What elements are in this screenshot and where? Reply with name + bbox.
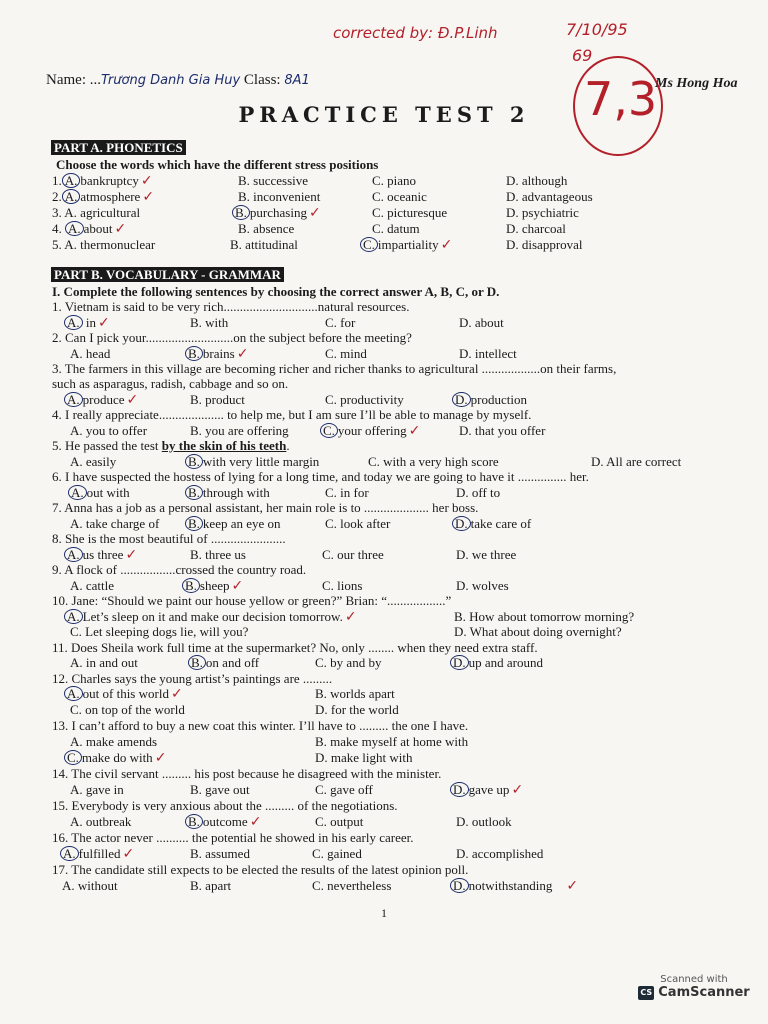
answer-circle: B. (182, 578, 200, 593)
q15-a: A. outbreak (70, 814, 132, 829)
answer-circle: B. (232, 205, 250, 220)
phon-row-5-a: 5. A. thermonuclear (52, 237, 156, 252)
q4-b: B. you are offering (190, 423, 289, 438)
q9-a: A. cattle (70, 578, 115, 593)
tick-icon: ✓ (231, 578, 244, 594)
tick-icon: ✓ (98, 315, 110, 331)
tick-icon: ✓ (114, 221, 127, 237)
q7-a: A. take charge of (70, 516, 160, 531)
q3-d: D. production (452, 392, 527, 408)
q6-b: B. through with (185, 485, 270, 501)
q11-text: 11. Does Sheila work full time at the supermarket? No, only ........ when they need extra staff. (52, 640, 538, 655)
answer-circle: D. (452, 392, 471, 407)
q6-c: C. in for (325, 485, 369, 500)
q3-b: B. product (190, 392, 245, 407)
tick-icon: ✓ (236, 346, 249, 362)
phon-row-3-b: B. purchasing ✓ (232, 205, 321, 221)
q1-c: C. for (325, 315, 356, 330)
phon-row-3-d: D. psychiatric (506, 205, 579, 220)
tick-icon: ✓ (140, 173, 153, 189)
phon-row-3-a: 3. A. agricultural (52, 205, 141, 220)
q12-d: D. for the world (315, 702, 399, 717)
phon-row-4-d: D. charcoal (506, 221, 566, 236)
answer-circle: C. (360, 237, 378, 252)
corrected-by-note: corrected by: Đ.P.Linh (333, 24, 498, 42)
tick-icon: ✓ (142, 189, 155, 205)
q15-d: D. outlook (456, 814, 512, 829)
q13-c: C. make do with ✓ (64, 750, 166, 766)
q8-a: A. us three ✓ (64, 547, 137, 563)
q14-d: D. gave up ✓ (450, 782, 523, 798)
q11-c: C. by and by (315, 655, 382, 670)
answer-circle: A. (68, 485, 87, 500)
teacher-name: Ms Hong Hoa (655, 76, 738, 91)
tick-icon: ✓ (249, 814, 262, 830)
q12-a: A. out of this world ✓ (64, 686, 183, 702)
q3-text-cont: such as asparagus, radish, cabbage and so on. (52, 376, 289, 391)
q16-c: C. gained (312, 846, 362, 861)
phon-row-2-b: B. inconvenient (238, 189, 321, 204)
q10-c: C. Let sleeping dogs lie, will you? (70, 624, 249, 639)
q12-b: B. worlds apart (315, 686, 395, 701)
q17-a: A. without (62, 878, 118, 893)
q11-b: B. on and off (188, 655, 259, 671)
q2-b: B. brains ✓ (185, 346, 248, 362)
tick-icon: ✓ (511, 782, 524, 798)
q5-a: A. easily (70, 454, 117, 469)
answer-circle: B. (188, 655, 206, 670)
tick-icon: ✓ (566, 878, 579, 894)
q2-a: A. head (70, 346, 111, 361)
q5-b: B. with very little margin (185, 454, 319, 470)
tick-icon: ✓ (344, 609, 357, 625)
answer-circle: B. (185, 485, 203, 500)
answer-circle: B. (185, 346, 203, 361)
q15-c: C. output (315, 814, 364, 829)
phon-row-2-d: D. advantageous (506, 189, 593, 204)
q5-d: D. All are correct (591, 454, 682, 469)
answer-circle: A. (64, 315, 83, 330)
q8-text: 8. She is the most beautiful of ....................... (52, 531, 286, 546)
q7-d: D. take care of (452, 516, 531, 532)
q7-text: 7. Anna has a job as a personal assistant, her main role is to .................... her boss. (52, 500, 479, 515)
page-title: PRACTICE TEST 2 (238, 102, 530, 127)
answer-circle: A. (64, 686, 83, 701)
q12-c: C. on top of the world (70, 702, 185, 717)
q7-c: C. look after (325, 516, 391, 531)
phon-row-4-b: B. absence (238, 221, 295, 236)
q2-d: D. intellect (459, 346, 517, 361)
q14-b: B. gave out (190, 782, 250, 797)
tick-icon: ✓ (170, 686, 183, 702)
q16-text: 16. The actor never .......... the potential he showed in his early career. (52, 830, 414, 845)
q4-a: A. you to offer (70, 423, 148, 438)
answer-circle: D. (450, 655, 469, 670)
q11-d: D. up and around (450, 655, 543, 671)
q13-a: A. make amends (70, 734, 158, 749)
phon-row-1-c: C. piano (372, 173, 417, 188)
q13-text: 13. I can’t afford to buy a new coat this winter. I’ll have to ......... the one I have. (52, 718, 469, 733)
part-b-instruction: I. Complete the following sentences by choosing the correct answer A, B, C, or D. (52, 284, 500, 299)
phon-row-1-b: B. successive (238, 173, 309, 188)
part-a-heading: PART A. PHONETICS (51, 140, 186, 155)
q5-text: 5. He passed the test by the skin of his teeth. (52, 438, 290, 453)
q15-b: B. outcome ✓ (185, 814, 261, 830)
q16-a: A. fulfilled ✓ (60, 846, 134, 862)
camscanner-watermark (638, 974, 750, 1000)
q9-b: B. sheep ✓ (182, 578, 243, 594)
q12-text: 12. Charles says the young artist’s paintings are ......... (52, 671, 333, 686)
q17-b: B. apart (190, 878, 232, 893)
q8-d: D. we three (456, 547, 517, 562)
part-a-instruction: Choose the words which have the different stress positions (56, 157, 379, 172)
tick-icon: ✓ (122, 846, 135, 862)
name-row (46, 72, 310, 89)
q8-c: C. our three (322, 547, 384, 562)
answer-circle: A. (64, 609, 83, 624)
q2-text: 2. Can I pick your...........................on the subject before the meeting? (52, 330, 412, 345)
q16-d: D. accomplished (456, 846, 544, 861)
q4-d: D. that you offer (459, 423, 546, 438)
q14-a: A. gave in (70, 782, 124, 797)
q1-b: B. with (190, 315, 229, 330)
q9-d: D. wolves (456, 578, 509, 593)
q10-text: 10. Jane: “Should we paint our house yellow or green?” Brian: “..................” (52, 593, 452, 608)
phon-row-4-a: 4. A. about ✓ (52, 221, 127, 237)
answer-circle: C. (320, 423, 338, 438)
q15-text: 15. Everybody is very anxious about the ......... of the negotiations. (52, 798, 398, 813)
camscanner-logo-icon: CS (638, 986, 654, 1000)
q3-a: A. produce ✓ (64, 392, 138, 408)
q6-a: A. out with (68, 485, 130, 501)
answer-circle: B. (185, 516, 203, 531)
phon-row-5-d: D. disapproval (506, 237, 583, 252)
q6-text: 6. I have suspected the hostess of lying for a long time, and today we are going to have it ............... her. (52, 469, 589, 484)
phon-row-2-a: 2. A. atmosphere ✓ (52, 189, 155, 205)
q1-text: 1. Vietnam is said to be very rich.............................natural resources. (52, 299, 410, 314)
q11-a: A. in and out (70, 655, 138, 670)
q10-a: A. Let’s sleep on it and make our decision tomorrow. ✓ (64, 609, 357, 625)
q4-c: C. your offering ✓ (320, 423, 420, 439)
q6-d: D. off to (456, 485, 501, 500)
tick-icon: ✓ (308, 205, 321, 221)
q17-text: 17. The candidate still expects to be elected the results of the latest opinion poll. (52, 862, 469, 877)
q7-b: B. keep an eye on (185, 516, 281, 532)
part-b-heading: PART B. VOCABULARY - GRAMMAR (51, 267, 284, 282)
q5-c: C. with a very high score (368, 454, 499, 469)
phon-row-4-c: C. datum (372, 221, 420, 236)
answer-circle: D. (452, 516, 471, 531)
scanned-with-label: Scanned with (660, 974, 728, 985)
q14-c: C. gave off (315, 782, 373, 797)
q14-text: 14. The civil servant ......... his post because he disagreed with the minister. (52, 766, 442, 781)
answer-circle: A. (60, 846, 79, 861)
answer-circle: A. (64, 392, 83, 407)
tick-icon: ✓ (408, 423, 421, 439)
phon-row-5-b: B. attitudinal (230, 237, 298, 252)
q13-d: D. make light with (315, 750, 413, 765)
q9-text: 9. A flock of .................crossed the country road. (52, 562, 307, 577)
answer-circle: D. (450, 878, 469, 893)
q17-c: C. nevertheless (312, 878, 392, 893)
q10-b: B. How about tomorrow morning? (454, 609, 635, 624)
q9-c: C. lions (322, 578, 363, 593)
camscanner-brand: CS CamScanner (638, 985, 750, 1000)
name-label: Name: ... (46, 72, 101, 88)
q10-d: D. What about doing overnight? (454, 624, 622, 639)
answer-circle: A. (65, 221, 84, 236)
tick-icon: ✓ (154, 750, 167, 766)
answer-circle: A. (62, 189, 81, 204)
phon-row-2-c: C. oceanic (372, 189, 427, 204)
q3-text: 3. The farmers in this village are becoming richer and richer thanks to agricultural ..................on their farms, (52, 361, 617, 376)
answer-circle: C. (64, 750, 82, 765)
student-name: Trương Danh Gia Huy (100, 73, 241, 88)
q1-a: A. in ✓ (64, 315, 110, 331)
tick-icon: ✓ (125, 547, 138, 563)
class-value: 8A1 (284, 73, 310, 88)
class-label: Class: (243, 72, 285, 88)
phon-row-1-a: 1. A. bankruptcy ✓ (52, 173, 153, 189)
q8-b: B. three us (190, 547, 246, 562)
page-number: 1 (381, 906, 387, 920)
answer-circle: B. (185, 814, 203, 829)
q1-d: D. about (459, 315, 504, 330)
phon-row-5-c: C. impartiality ✓ (360, 237, 452, 253)
q2-c: C. mind (325, 346, 367, 361)
q16-b: B. assumed (190, 846, 250, 861)
answer-circle: B. (185, 454, 203, 469)
date-sub-mark: 69 (572, 46, 593, 65)
answer-circle: A. (62, 173, 81, 188)
phon-row-3-c: C. picturesque (372, 205, 448, 220)
tick-icon: ✓ (440, 237, 453, 253)
q17-d: D. notwithstanding ✓ (450, 878, 578, 894)
score-mark: 7,3 (584, 72, 658, 126)
phon-row-1-d: D. although (506, 173, 568, 188)
tick-icon: ✓ (126, 392, 139, 408)
q13-b: B. make myself at home with (315, 734, 469, 749)
q3-c: C. productivity (325, 392, 404, 407)
answer-circle: D. (450, 782, 469, 797)
q4-text: 4. I really appreciate.................... to help me, but I am sure I’ll be able to manage by myself. (52, 407, 532, 422)
answer-circle: A. (64, 547, 83, 562)
date-mark: 7/10/95 (566, 20, 628, 39)
